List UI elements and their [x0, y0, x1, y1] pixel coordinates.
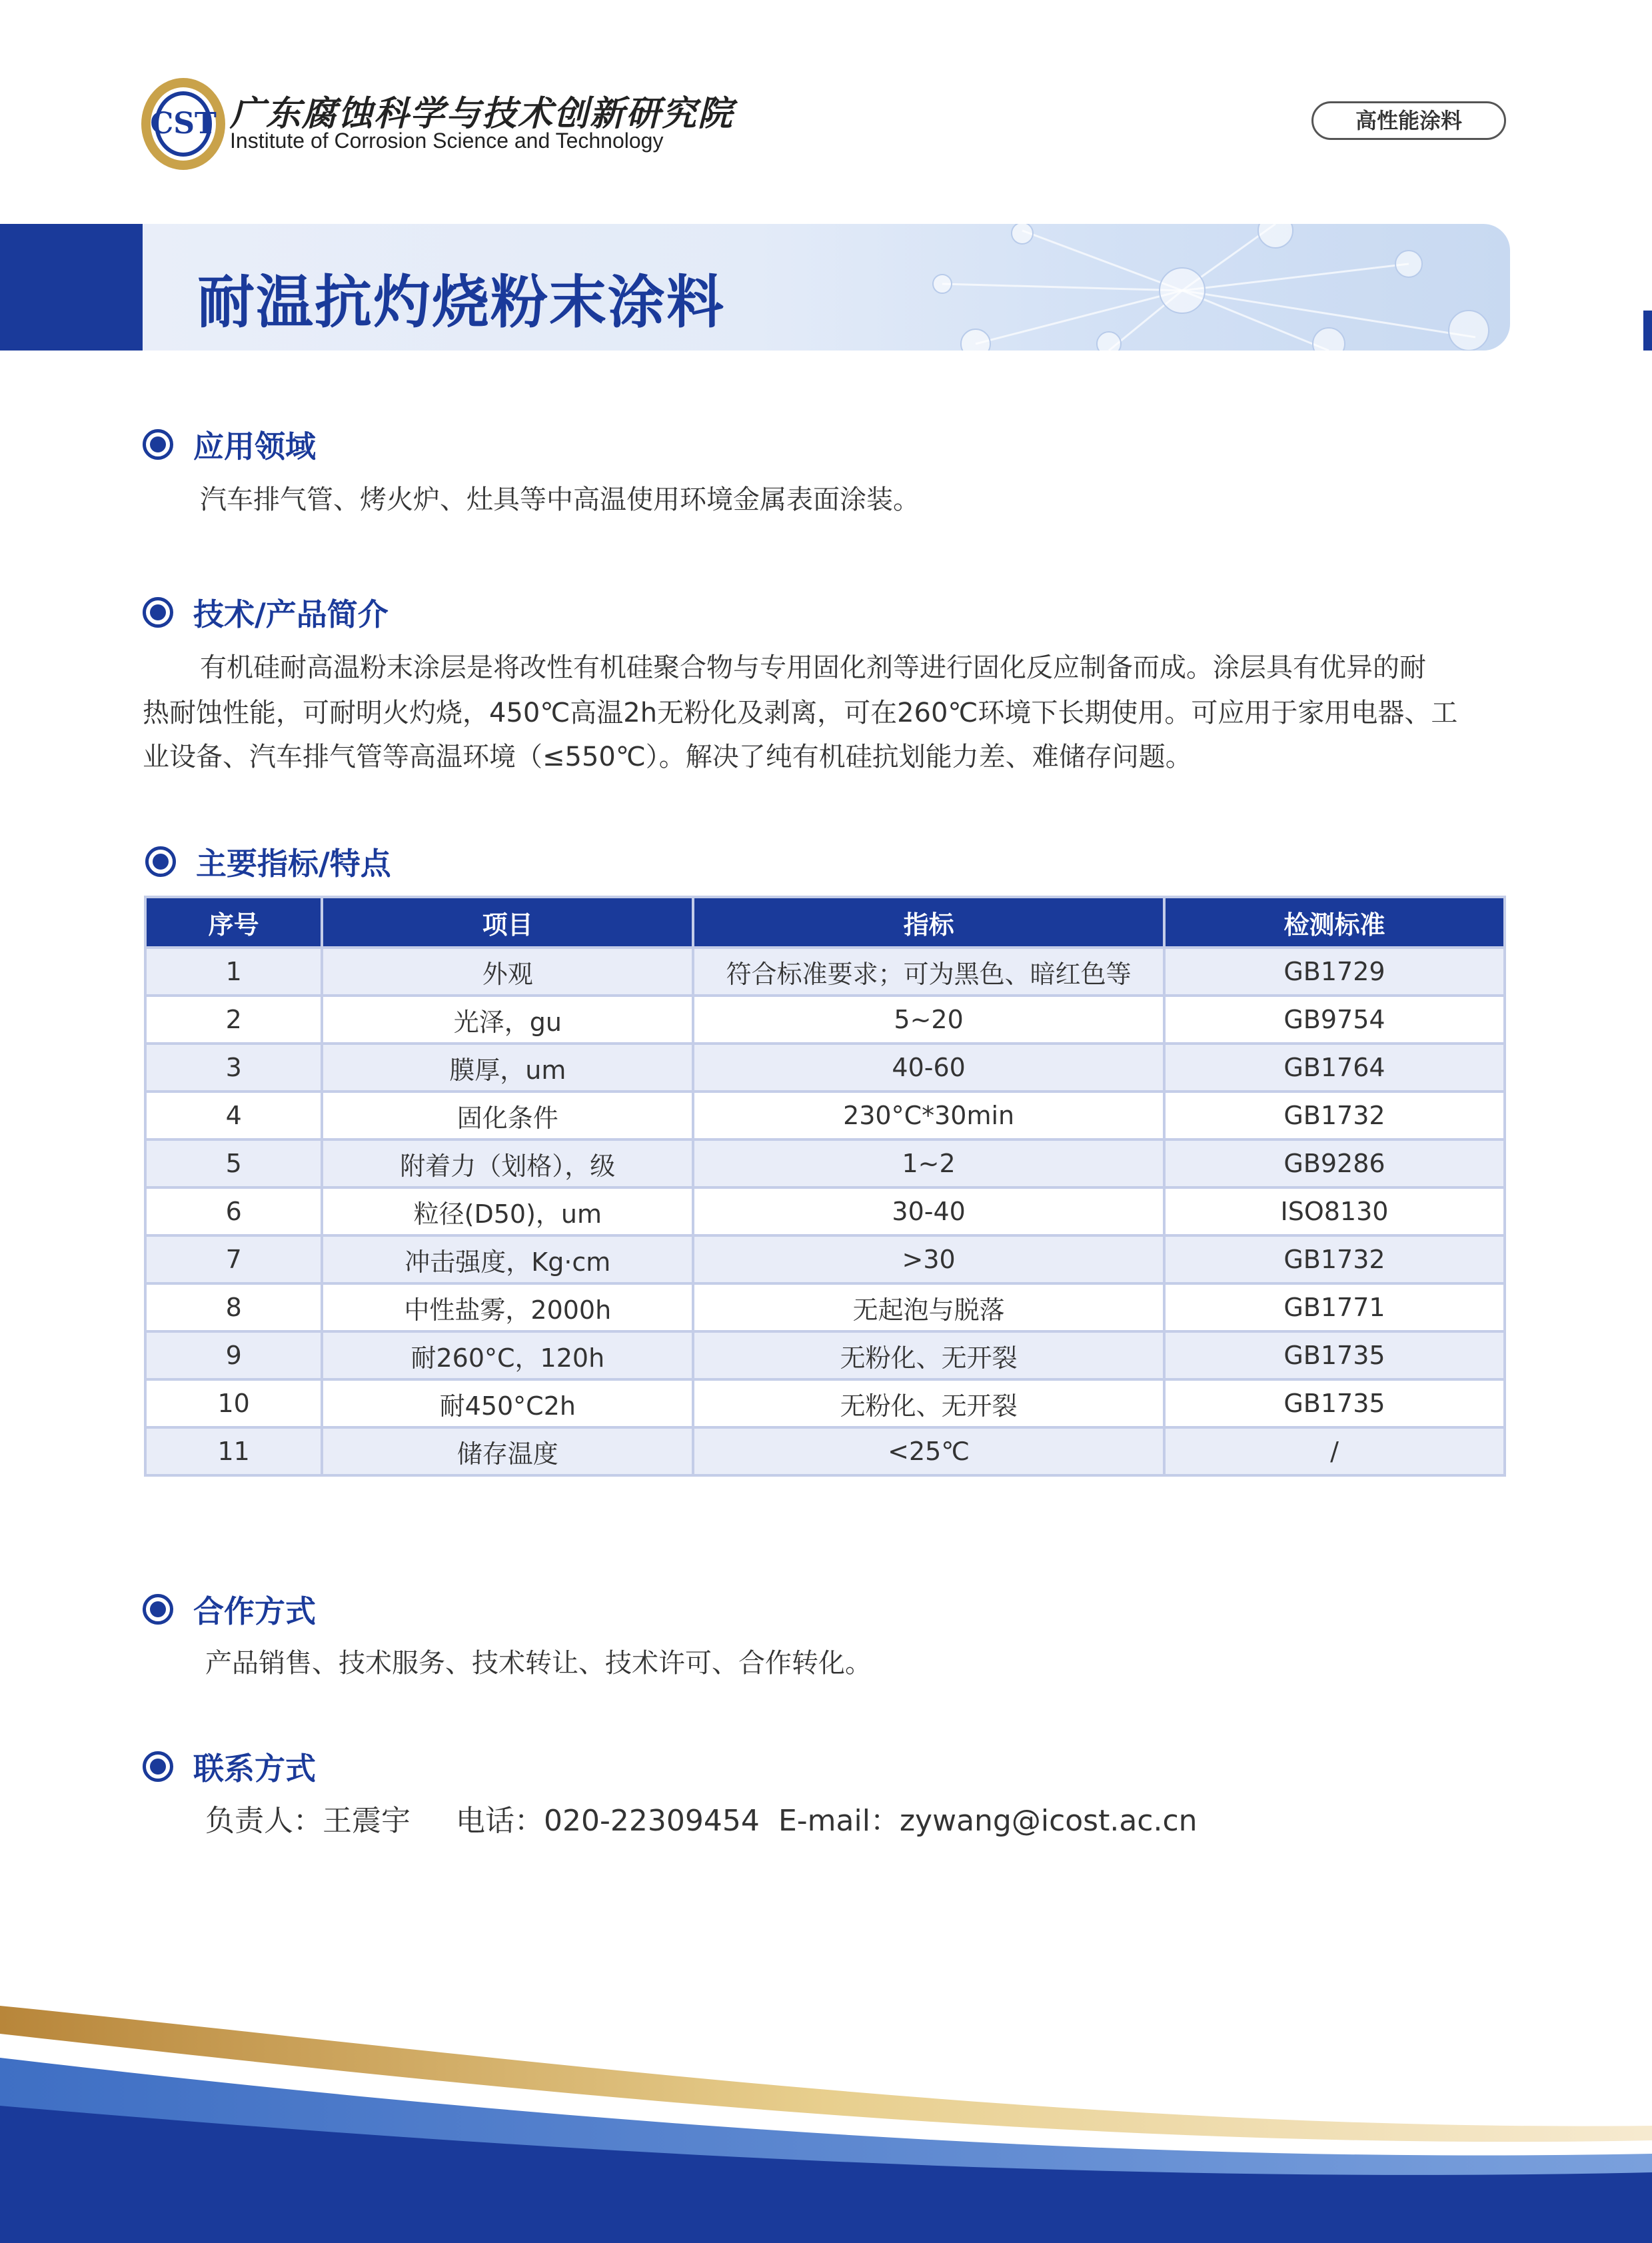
table-row [145, 1187, 1505, 1235]
banner-accent-left [0, 224, 143, 351]
contact-person: 负责人：王震宇 [205, 1804, 411, 1838]
bullet-icon [143, 597, 173, 628]
application-text: 汽车排气管、烤火炉、灶具等中高温使用环境金属表面涂装。 [200, 484, 920, 515]
org-name-cn: 广东腐蚀科学与技术创新研究院 [230, 93, 734, 134]
table-cell: 40-60 [693, 1044, 1164, 1092]
institute-logo [137, 72, 230, 172]
logo-letters: CST [150, 107, 217, 141]
section-heading-contact: 联系方式 [143, 1745, 316, 1789]
table-cell: 中性盐雾，2000h [322, 1283, 693, 1331]
table-cell: 粒径(D50)，um [322, 1187, 693, 1235]
specs-table [144, 896, 1506, 1477]
table-cell: 附着力（划格），级 [322, 1139, 693, 1187]
table-cell: 膜厚，um [322, 1044, 693, 1092]
page-title: 耐温抗灼烧粉末涂料 [197, 269, 725, 336]
table-row [145, 1092, 1505, 1139]
table-cell: 冲击强度，Kg·cm [322, 1235, 693, 1283]
section-heading-cooperation: 合作方式 [143, 1587, 316, 1631]
table-row [145, 1283, 1505, 1331]
table-cell: 5~20 [693, 996, 1164, 1044]
column-header: 序号 [145, 897, 322, 948]
table-cell: GB1735 [1164, 1331, 1505, 1379]
table-cell: GB1729 [1164, 948, 1505, 996]
section-heading-application: 应用领域 [143, 422, 316, 466]
contact-email[interactable]: E-mail：zywang@icost.ac.cn [778, 1804, 1198, 1838]
table-cell: 9 [145, 1331, 322, 1379]
table-cell: 耐260°C，120h [322, 1331, 693, 1379]
org-name-en: Institute of Corrosion Science and Technology [230, 129, 664, 153]
table-row [145, 1139, 1505, 1187]
contact-phone: 电话：020-22309454 [456, 1804, 760, 1838]
banner-accent-right [1643, 311, 1652, 351]
table-row [145, 948, 1505, 996]
table-cell: 光泽，gu [322, 996, 693, 1044]
column-header: 检测标准 [1164, 897, 1505, 948]
cooperation-text: 产品销售、技术服务、技术转让、技术许可、合作转化。 [205, 1648, 872, 1679]
table-cell: GB1732 [1164, 1092, 1505, 1139]
table-cell: 耐450°C2h [322, 1379, 693, 1427]
table-cell: 7 [145, 1235, 322, 1283]
intro-line-2: 热耐蚀性能，可耐明火灼烧，450℃高温2h无粉化及剥离，可在260℃环境下长期使用。可应用于家用电器、工 [143, 698, 1458, 728]
bullet-icon [143, 429, 173, 460]
intro-line-1: 有机硅耐高温粉末涂层是将改性有机硅聚合物与专用固化剂等进行固化反应制备而成。涂层具有优异的耐 [200, 652, 1426, 683]
bullet-icon [143, 1751, 173, 1782]
table-cell: 储存温度 [322, 1427, 693, 1475]
table-cell: 30-40 [693, 1187, 1164, 1235]
table-cell: >30 [693, 1235, 1164, 1283]
table-cell: / [1164, 1427, 1505, 1475]
title-banner [143, 224, 1510, 351]
table-cell: 无粉化、无开裂 [693, 1331, 1164, 1379]
table-cell: <25℃ [693, 1427, 1164, 1475]
table-cell: 4 [145, 1092, 322, 1139]
table-cell: 2 [145, 996, 322, 1044]
table-cell: 外观 [322, 948, 693, 996]
table-cell: GB9754 [1164, 996, 1505, 1044]
table-cell: 符合标准要求；可为黑色、暗红色等 [693, 948, 1164, 996]
table-cell: 3 [145, 1044, 322, 1092]
table-cell: 1 [145, 948, 322, 996]
intro-line-3: 业设备、汽车排气管等高温环境（≤550℃）。解决了纯有机硅抗划能力差、难储存问题。 [143, 742, 1192, 772]
section-heading-specs: 主要指标/特点 [145, 840, 391, 884]
table-row [145, 1427, 1505, 1475]
table-cell: 6 [145, 1187, 322, 1235]
table-row [145, 1235, 1505, 1283]
table-cell: 10 [145, 1379, 322, 1427]
table-row [145, 1044, 1505, 1092]
table-header-row [145, 897, 1505, 948]
table-cell: GB1764 [1164, 1044, 1505, 1092]
footer-wave-decoration [0, 1972, 1652, 2243]
table-row [145, 996, 1505, 1044]
table-cell: 无起泡与脱落 [693, 1283, 1164, 1331]
column-header: 项目 [322, 897, 693, 948]
column-header: 指标 [693, 897, 1164, 948]
table-row [145, 1379, 1505, 1427]
table-cell: GB1771 [1164, 1283, 1505, 1331]
bullet-icon [145, 846, 176, 877]
category-tag: 高性能涂料 [1311, 101, 1506, 140]
table-row [145, 1331, 1505, 1379]
table-cell: GB9286 [1164, 1139, 1505, 1187]
table-cell: 11 [145, 1427, 322, 1475]
table-cell: 固化条件 [322, 1092, 693, 1139]
table-cell: 230°C*30min [693, 1092, 1164, 1139]
table-cell: GB1732 [1164, 1235, 1505, 1283]
table-cell: ISO8130 [1164, 1187, 1505, 1235]
section-heading-intro: 技术/产品简介 [143, 590, 389, 634]
table-cell: 1~2 [693, 1139, 1164, 1187]
table-cell: 无粉化、无开裂 [693, 1379, 1164, 1427]
bullet-icon [143, 1594, 173, 1625]
table-cell: GB1735 [1164, 1379, 1505, 1427]
table-cell: 8 [145, 1283, 322, 1331]
table-cell: 5 [145, 1139, 322, 1187]
